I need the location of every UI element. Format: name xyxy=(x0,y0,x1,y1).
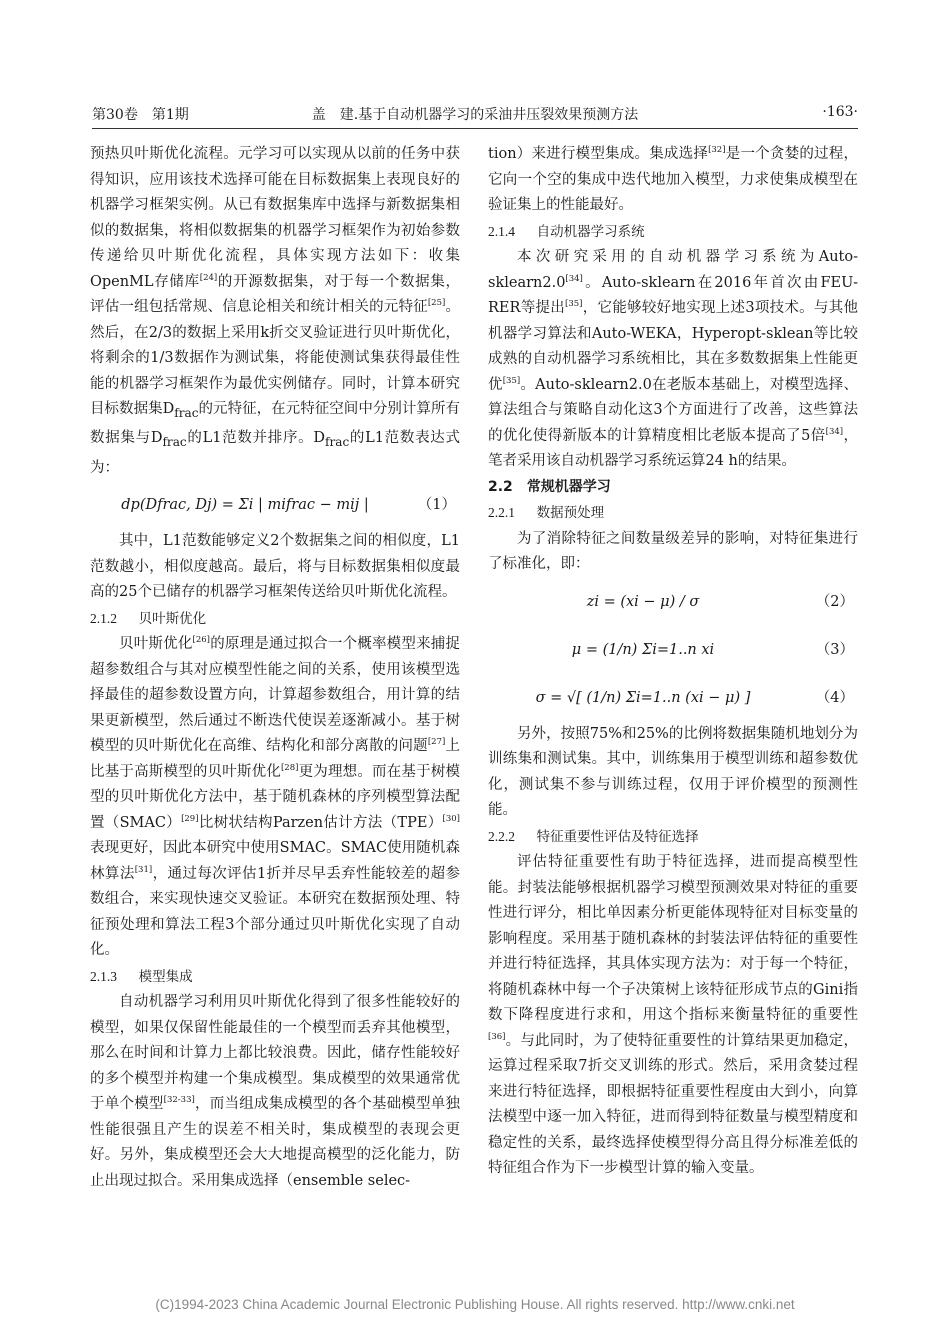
journal-issue: 第30卷 第1期 xyxy=(92,107,189,123)
copyright-footer: (C)1994-2023 China Academic Journal Electronic Publishing House. All rights reserved. http://www.cnki.net xyxy=(155,1297,795,1312)
header-rule xyxy=(92,128,858,129)
left-column xyxy=(90,142,460,1194)
citation: [25] xyxy=(427,298,446,309)
citation: [27] xyxy=(427,737,446,748)
paragraph: 另外，按照75%和25%的比例将数据集随机地划分为训练集和测试集。其中，训练集用于模型训练和超参数优化，测试集不参与训练过程，仅用于评价模型的预测性能。 xyxy=(488,725,858,818)
equation-1: dp(Dfrac, Dj) = Σi | mifrac − mij | （1） xyxy=(121,497,456,514)
citation: [36] xyxy=(488,1031,506,1042)
citation: [35] xyxy=(565,299,583,310)
equation-4: σ = √[ (1/n) Σi=1..n (xi − μ) ] （4） xyxy=(535,689,854,706)
citation: [34] xyxy=(825,426,844,437)
subsection-heading: 2.2.2 特征重要性评估及特征选择 xyxy=(488,828,699,845)
section-heading: 2.2 常规机器学习 xyxy=(488,478,611,495)
paragraph: 为了消除特征之间数量级差异的影响，对特征集进行了标准化，即： xyxy=(488,530,858,572)
citation: [32-33] xyxy=(163,1095,195,1106)
citation: [32] xyxy=(708,145,726,156)
page-number: ·163· xyxy=(822,104,858,120)
paragraph: 自动机器学习利用贝叶斯优化得到了很多性能较好的模型，如果仅保留性能最佳的一个模型而丢弃其他模型，那么在时间和计算力上都比较浪费。因此，储存性能较好的多个模型并构建一个集成模型。集成模型的效果通常优于单个模型[32-33]，而当组成集成模型的各个基础模型单独性能很强且产生的误差不相关时，集成模型的表现会更好。另外，集成模型还会大大地提高模型的泛化能力，防止出现过拟合。采用集成选择（ensemble selec- xyxy=(90,994,461,1189)
citation: [29] xyxy=(181,813,199,824)
paragraph: 贝叶斯优化[26]的原理是通过拟合一个概率模型来捕捉超参数组合与其对应模型性能之间的关系，使用该模型选择最佳的超参数设置方向，计算超参数组合，用计算的结果更新模型，然后通过不断迭代使误差逐渐减小。基于树模型的贝叶斯优化在高维、结构化和部分离散的问题[27]上比基于高斯模型的贝叶斯优化[28]更为理想。而在基于树模型的贝叶斯优化方法中，基于随机森林的序列模型算法配置（SMAC）[29]比树状结构Parzen估计方法（TPE）[30]表现更好，因此本研究中使用SMAC。SMAC使用随机森林算法[31]，通过每次评估1折并尽早丢弃性能较差的超参数组合，来实现快速交叉验证。本研究在数据预处理、特征预处理和算法工程3个部分通过贝叶斯优化实现了自动化。 xyxy=(90,635,461,959)
citation: [31] xyxy=(134,864,153,875)
subsection-heading: 2.2.1 数据预处理 xyxy=(488,505,605,521)
subsection-heading: 2.1.3 模型集成 xyxy=(90,968,193,985)
paragraph: 评估特征重要性有助于特征选择，进而提高模型性能。封装法能够根据机器学习模型预测效果对特征的重要性进行评分，相比单因素分析更能体现特征对目标变量的影响程度。采用基于随机森林的封装法评估特征的重要性并进行特征选择，其具体实现方法为：对于每一个特征，将随机森林中每一个子决策树上该特征形成节点的Gini指数下降程度进行求和，用这个指标来衡量特征的重要性[36]。与此同时，为了使特征重要性的计算结果更加稳定，运算过程采取7折交叉训练的形式。然后，采用贪婪过程来进行特征选择，即根据特征重要性程度由大到小，向算法模型中逐一加入特征，进而得到特征数量与模型精度和稳定性的关系，最终选择使模型得分高且得分标准差低的特征组合作为下一步模型计算的输入变量。 xyxy=(488,854,858,1176)
running-title: 盖 建.基于自动机器学习的采油井压裂效果预测方法 xyxy=(311,107,639,123)
citation: [34] xyxy=(565,273,583,284)
citation: [30] xyxy=(442,813,460,824)
equation-3: μ = (1/n) Σi=1..n xi （3） xyxy=(571,641,854,658)
paragraph: 本次研究采用的自动机器学习系统为Auto-sklearn2.0[34]。Auto-sklearn在2016年首次由FEU-RER等提出[35]，它能够较好地实现上述3项技术。与其他机器学习算法和Auto-WEKA，Hyperopt-sklean等比较成熟的自动机器学习系统相比，其在多数数据集上性能更优[35]。Auto-sklearn2.0在老版本基础上，对模型选择、算法组合与策略自动化这3个方面进行了改善，这些算法的优化使得新版本的计算精度相比老版本提高了5倍[34]，笔者采用该自动机器学习系统运算24 h的结果。 xyxy=(488,249,859,469)
citation: [28] xyxy=(280,762,299,773)
equation-2: zi = (xi − μ) / σ （2） xyxy=(586,593,854,610)
citation: [26] xyxy=(192,635,210,646)
paragraph: tion）来进行模型集成。集成选择[32]是一个贪婪的过程，它向一个空的集成中迭代地加入模型，力求使集成模型在验证集上的性能最好。 xyxy=(488,145,858,213)
citation: [24] xyxy=(199,272,218,283)
right-column xyxy=(488,142,858,1182)
subsection-heading: 2.1.2 贝叶斯优化 xyxy=(90,610,207,627)
subsection-heading: 2.1.4 自动机器学习系统 xyxy=(488,223,645,240)
paragraph: 预热贝叶斯优化流程。元学习可以实现从以前的任务中获得知识，应用该技术选择可能在目标数据集上表现良好的机器学习框架实例。从已有数据集库中选择与新数据集相似的数据集，将相似数据集的机器学习框架作为初始参数传递给贝叶斯优化流程，具体实现方法如下：收集OpenML存储库[24]的开源数据集，对于每一个数据集，评估一组包括常规、信息论相关和统计相关的元特征[25]。然后，在2/3的数据上采用k折交叉验证进行贝叶斯优化，将剩余的1/3数据作为测试集，将能使测试集获得最佳性能的机器学习框架作为最优实例储存。同时，计算本研究目标数据集$D_{frac}$的元特征，在元特征空间中分别计算所有数据集与$D_{frac}$的L1范数并排序。$D_{frac}$的L1范数表达式为： xyxy=(90,146,461,476)
citation: [35] xyxy=(502,375,521,386)
running-header xyxy=(92,104,858,128)
paragraph: 其中，L1范数能够定义2个数据集之间的相似度，L1范数越小，相似度越高。最后，将与目标数据集相似度最高的25个已储存的机器学习框架传送给贝叶斯优化流程。 xyxy=(90,533,460,601)
